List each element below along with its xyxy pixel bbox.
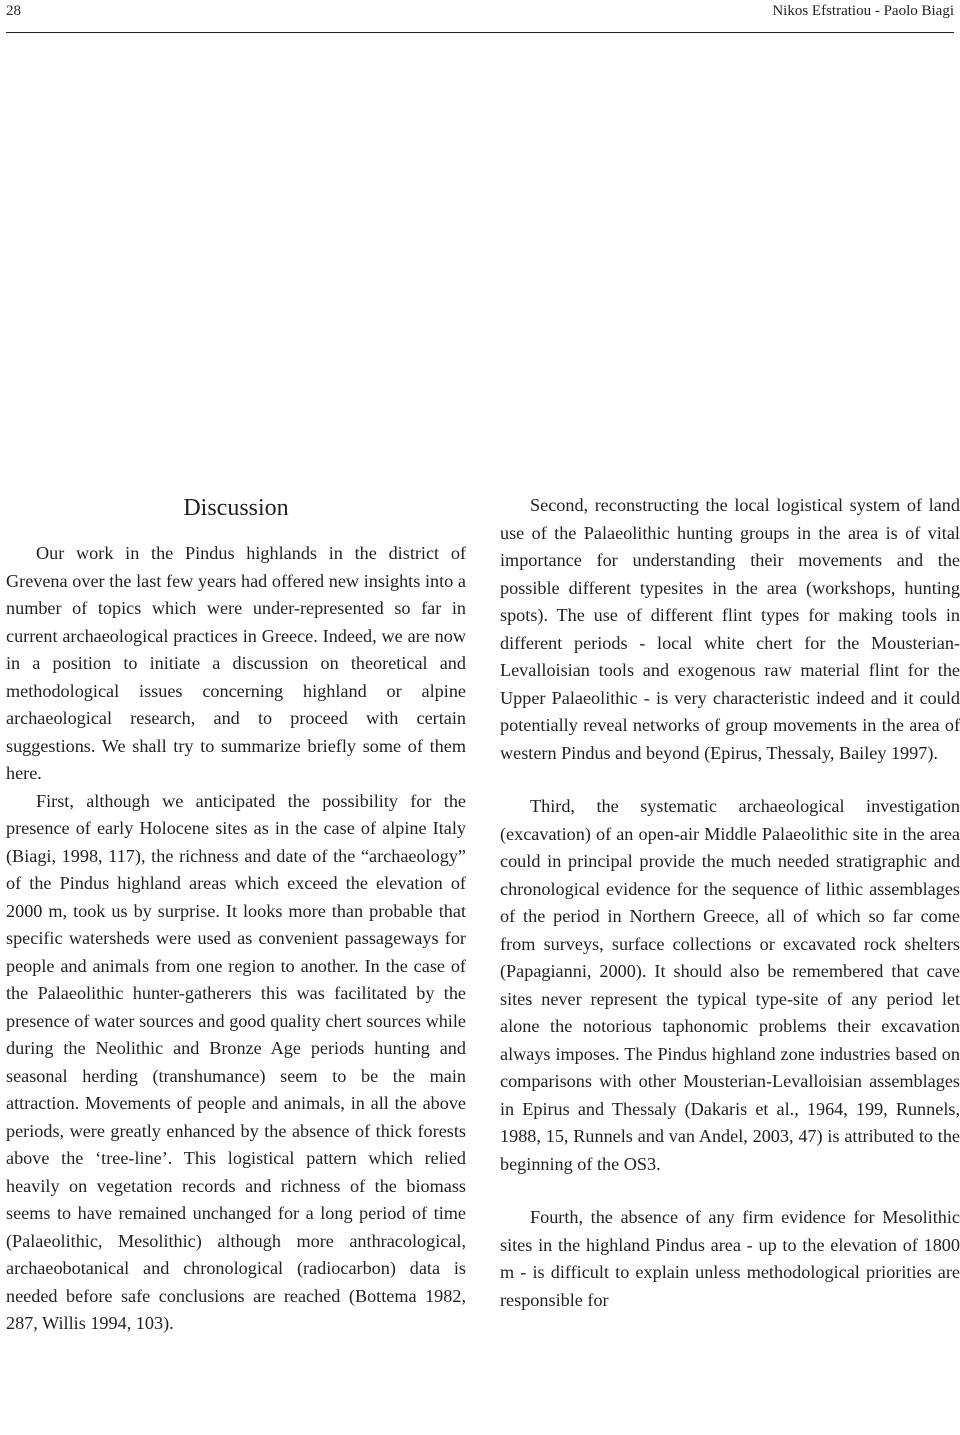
- page-header: [6, 0, 954, 33]
- left-column: [6, 488, 466, 1338]
- paragraph-first: First, although we anticipated the possibility for the presence of early Holocene sites as in the case of alpine Italy (Biagi, 1998, 117), the richness and date of the “archaeology” of the Pindus highland areas which exceed the elevation of 2000 m, took us by surprise. It looks more than probable that specific watersheds were used as convenient passageways for people and animals from one region to another. In the case of the Palaeolithic hunter-gatherers this was facilitated by the presence of water sources and good quality chert sources while during the Neolithic and Bronze Age periods hunting and seasonal herding (transhumance) seem to be the main attraction. Movements of people and animals, in all the above periods, were greatly enhanced by the absence of thick forests above the ‘tree-line’. This logistical pattern which relied heavily on vegetation records and richness of the biomass seems to have remained unchanged for a long period of time (Palaeolithic, Mesolithic) although more anthracological, archaeobotanical and chronological (radiocarbon) data is needed before safe conclusions are reached (Bottema 1982, 287, Willis 1994, 103).: [6, 790, 466, 1333]
- paragraph-fourth: Fourth, the absence of any firm evidence for Mesolithic sites in the highland Pindus area - up to the elevation of 1800 m - is difficult to explain unless methodological priorities are responsible for: [500, 1207, 960, 1310]
- paragraph-third: Third, the systematic archaeological investigation (excavation) of an open-air Middle Palaeolithic site in the area could in principal provide the much needed stratigraphic and chronological evidence for the sequence of lithic assemblages of the period in Northern Greece, all of which so far come from surveys, surface collections or excavated rock shelters (Papagianni, 2000). It should also be remembered that cave sites never represent the typical type-site of any period let alone the notorious taphonomic problems their excavation always imposes. The Pindus highland zone industries based on comparisons with other Mousterian-Levalloisian assemblages in Epirus and Thessaly (Dakaris et al., 1964, 199, Runnels, 1988, 15, Runnels and van Andel, 2003, 47) is attributed to the beginning of the OS3.: [500, 796, 960, 1174]
- paragraph-intro: Our work in the Pindus highlands in the district of Grevena over the last few years had offered new insights into a number of topics which were under-represented so far in current archaeological practices in Greece. Indeed, we are now in a position to initiate a discussion on theoretical and methodological issues concerning highland or alpine archaeological research, and to proceed with certain suggestions. We shall try to summarize briefly some of them here.: [6, 543, 466, 783]
- page-number: 28: [6, 3, 21, 19]
- paragraph-second: Second, reconstructing the local logistical system of land use of the Palaeolithic hunting groups in the area is of vital importance for understanding their movements and the possible different typesites in the area (workshops, hunting spots). The use of different flint types for making tools in different periods - local white chert for the Mousterian-Levalloisian tools and exogenous raw material flint for the Upper Palaeolithic - is very characteristic indeed and it could potentially reveal networks of group movements in the area of western Pindus and beyond (Epirus, Thessaly, Bailey 1997).: [500, 495, 960, 763]
- section-title: Discussion: [183, 495, 289, 521]
- running-head: Nikos Efstratiou - Paolo Biagi: [772, 3, 954, 19]
- right-column: [500, 492, 960, 1314]
